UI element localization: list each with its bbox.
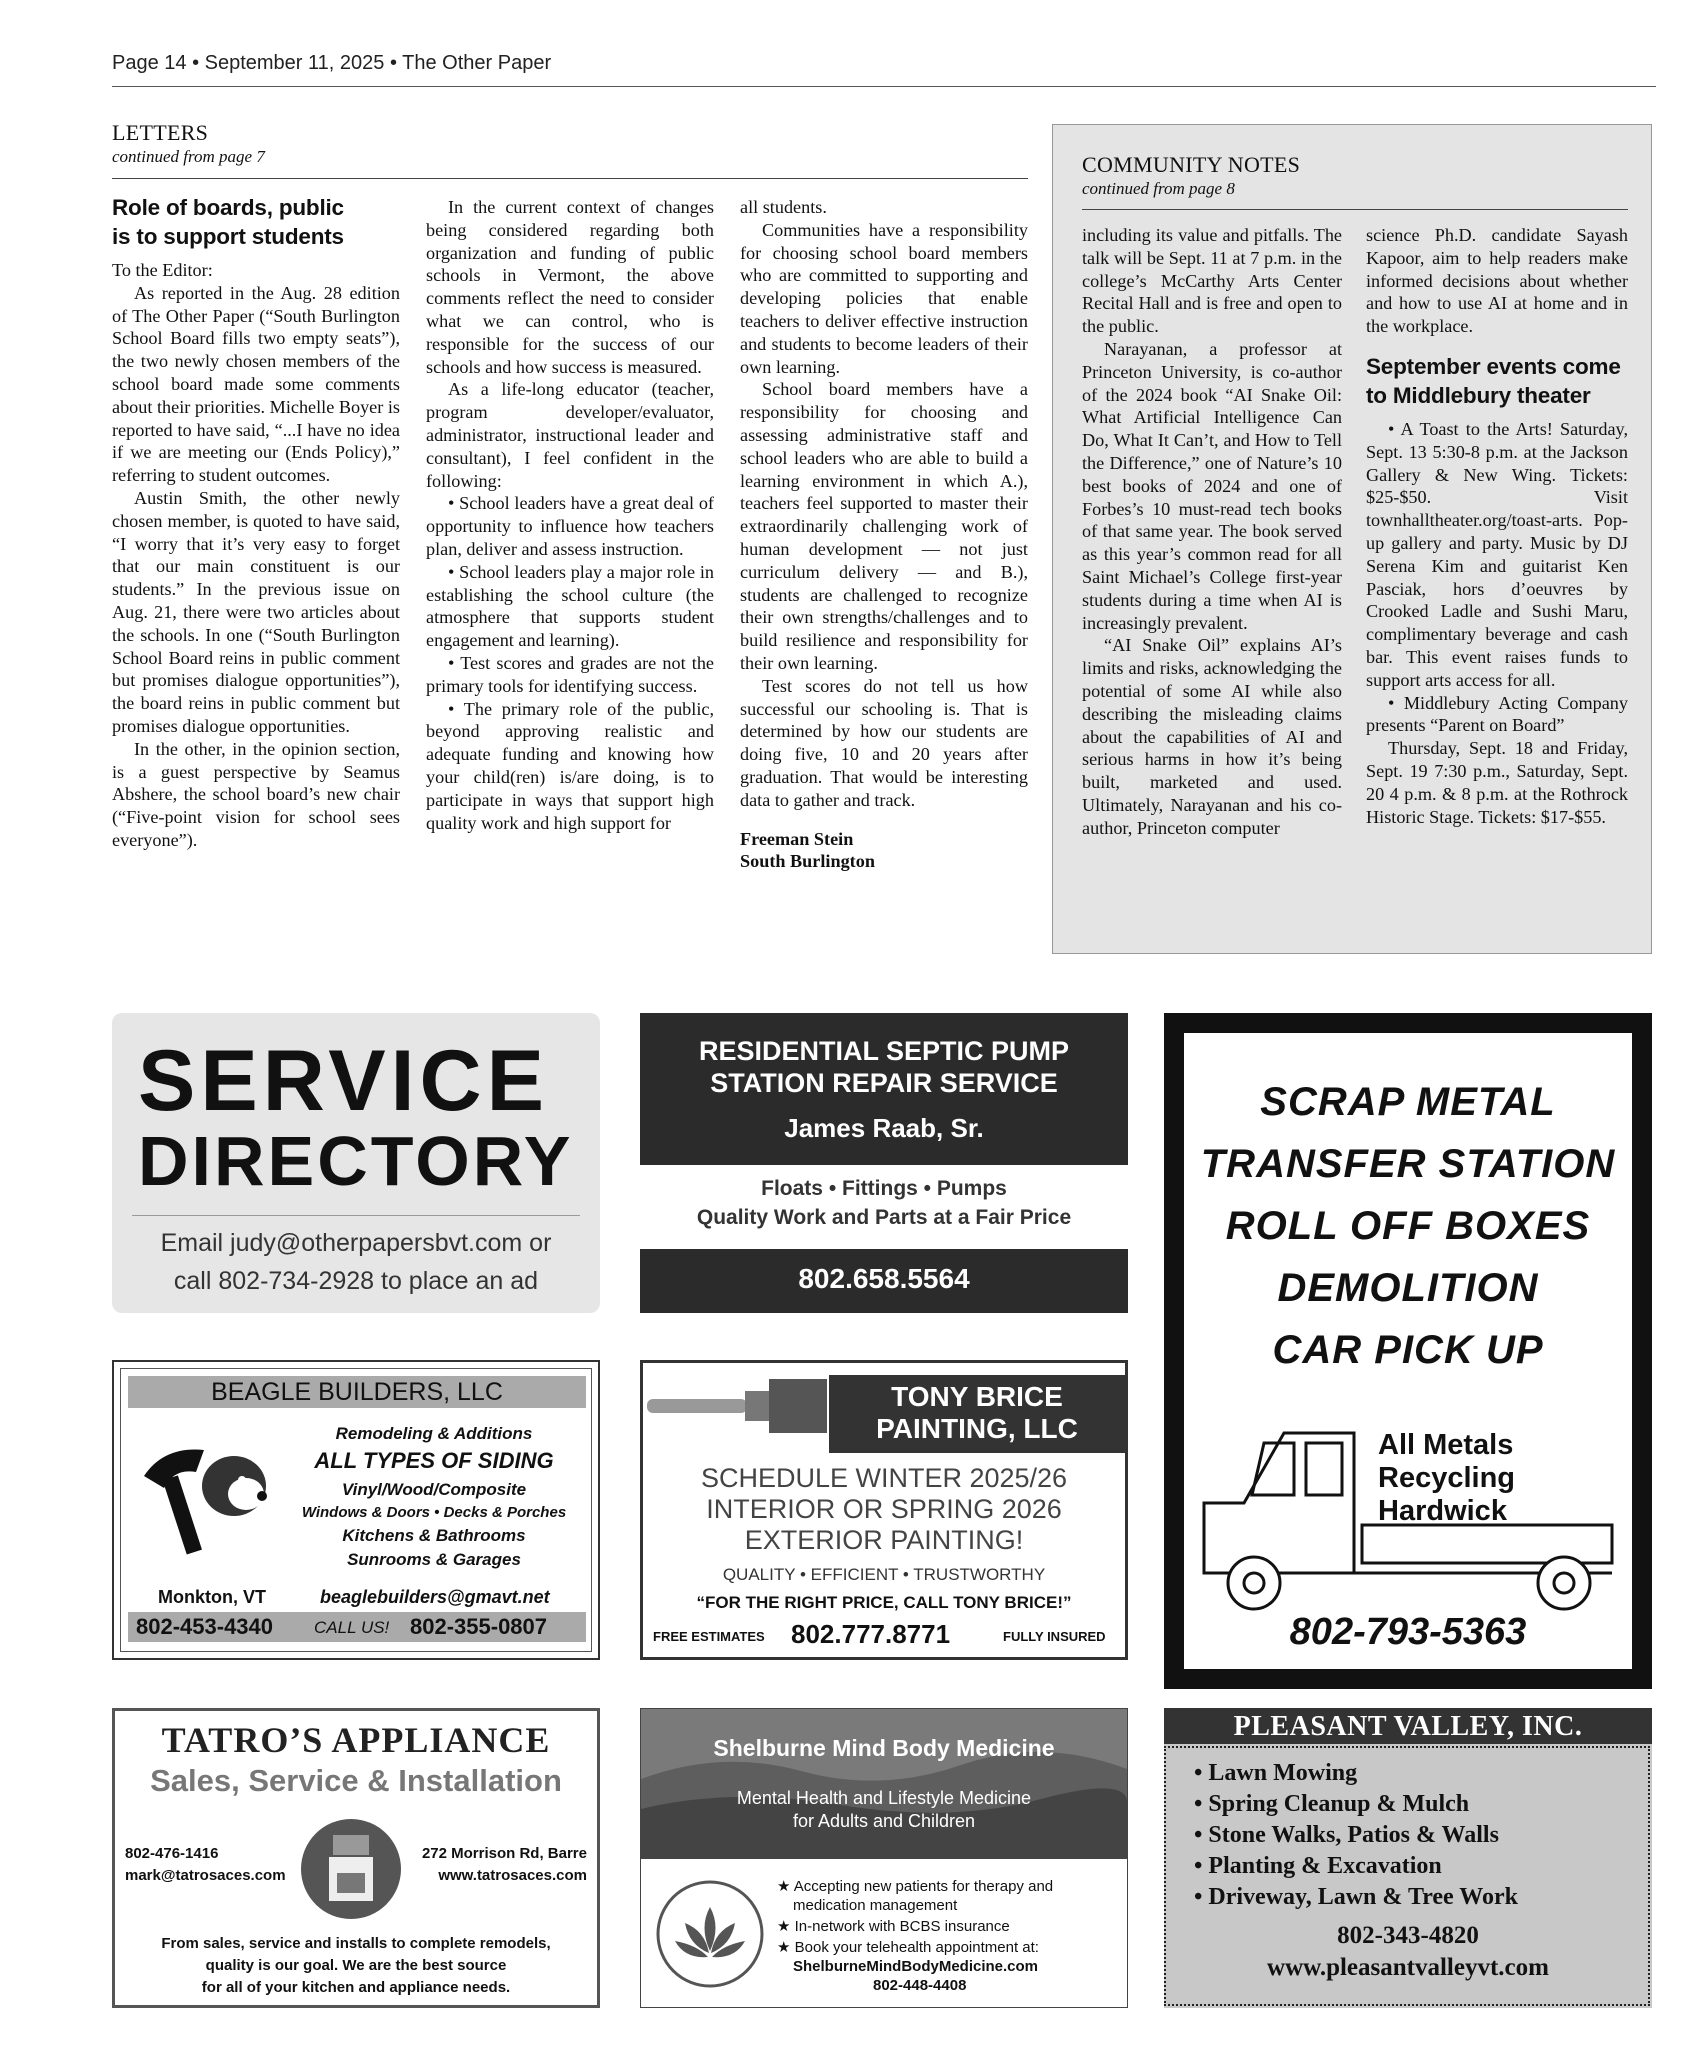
septic-title-1: RESIDENTIAL SEPTIC PUMP: [698, 1036, 1070, 1066]
pleasant-name: PLEASANT VALLEY, INC.: [1233, 1711, 1583, 1742]
pleasant-phone: 802-343-4820: [1337, 1922, 1479, 1949]
letter-paragraph: Communities have a responsibility for choosing school board members who are committed to supporting and developing policies that enable teachers to deliver effective instruction and students to become leaders of their own learning.: [740, 219, 1028, 377]
beagle-line-5: Kitchens & Bathrooms: [342, 1526, 526, 1545]
tatro-blurb: [115, 1933, 597, 1999]
pleasant-service: • Stone Walks, Patios & Walls: [1194, 1822, 1499, 1848]
letter-paragraph: • School leaders play a major role in establishing the school culture (the atmosphere that supports student engagement and learning).: [426, 561, 714, 651]
service-directory-contact-2: call 802-734-2928 to place an ad: [173, 1267, 539, 1295]
shelburne-bullets: [777, 1877, 1117, 1995]
scrap-line: DEMOLITION: [1277, 1266, 1539, 1310]
service-directory-contact-1: Email judy@otherpapersbvt.com or: [160, 1229, 552, 1257]
page-header: Page 14 • September 11, 2025 • The Other Paper: [112, 52, 552, 74]
beagle-line-6: Sunrooms & Garages: [347, 1550, 521, 1569]
signature-name: Freeman Stein: [740, 828, 854, 849]
beagle-line-1: Remodeling & Additions: [335, 1424, 533, 1443]
letters-section-title: LETTERS: [112, 120, 209, 145]
shelburne-ad: [640, 1708, 1128, 2008]
notes-paragraph: “AI Snake Oil” explains AI’s limits and risks, acknowledging the potential of some AI while also describing the misleading claims about the capabilities of AI and serious harms in how it’s being built, marketed and used. Ultimately, Narayanan and his co-author, Princeton computer: [1082, 635, 1342, 838]
shelburne-bullet-2: ★ In-network with BCBS insurance: [777, 1918, 1010, 1935]
septic-items: Floats • Fittings • Pumps: [761, 1177, 1007, 1200]
tatro-email: mark@tatrosaces.com: [125, 1867, 286, 1884]
beagle-call: CALL US!: [314, 1618, 390, 1637]
notes-paragraph: Narayanan, a professor at Princeton University, is co-author of the 2024 book “AI Snake Oil: What Artificial Intelligence Can Do, What It Can’t, and How to Tell the Difference,” one of Nature’s 10 best books of 2024 and one of Forbes’s 10 must-read tech books of that same year. The book served as this year’s common read for all Saint Michael’s College first-year students during a time when AI is increasingly prevalent.: [1082, 338, 1342, 633]
tatro-name: TATRO’S APPLIANCE: [161, 1720, 551, 1760]
shelburne-name: Shelburne Mind Body Medicine: [713, 1735, 1055, 1761]
beagle-phone-1: 802-453-4340: [136, 1614, 274, 1639]
tatro-blurb-line: From sales, service and installs to complete remodels,: [161, 1935, 551, 1952]
scrap-truck-line: Recycling: [1378, 1462, 1515, 1494]
tony-quote: “FOR THE RIGHT PRICE, CALL TONY BRICE!”: [696, 1593, 1072, 1612]
scrap-line: SCRAP METAL: [1260, 1080, 1556, 1124]
septic-tagline: Quality Work and Parts at a Fair Price: [696, 1206, 1072, 1229]
letter-paragraph: • School leaders have a great deal of opportunity to influence how teachers plan, deliver and assess instruction.: [426, 493, 714, 559]
pleasant-service: • Planting & Excavation: [1194, 1853, 1442, 1879]
letter-paragraph: • Test scores and grades are not the primary tools for identifying success.: [426, 652, 714, 696]
letter-paragraph: In the current context of changes being considered regarding both organization and funding of public schools in Vermont, the above comments reflect the need to consider what we can control, who is responsible for the success of our schools and how success is measured.: [426, 197, 714, 377]
shelburne-web: ShelburneMindBodyMedicine.com: [793, 1958, 1039, 1975]
tatro-blurb-line: for all of your kitchen and appliance needs.: [201, 1979, 511, 1996]
tony-phone: 802.777.8771: [791, 1619, 951, 1649]
scrap-truck-line: Hardwick: [1378, 1495, 1507, 1527]
scrap-metal-ad: [1164, 1013, 1652, 1689]
shelburne-bullet-1: ★ Accepting new patients for therapy and: [777, 1878, 1054, 1895]
tatro-contact-right: [411, 1843, 587, 1887]
event-item: • Middlebury Acting Company presents “Parent on Board”: [1366, 692, 1628, 736]
pleasant-service: • Lawn Mowing: [1194, 1760, 1358, 1786]
letter-paragraph: • The primary role of the public, beyond approving realistic and adequate funding and knowing how your child(ren) is/are doing, is to participate in ways that support high quality work and high support for: [426, 698, 714, 833]
tatros-appliance-ad: [112, 1708, 600, 2008]
tony-fully-insured: FULLY INSURED: [1003, 1629, 1106, 1644]
tony-name-2: PAINTING, LLC: [876, 1413, 1078, 1444]
tatro-tagline: Sales, Service & Installation: [150, 1763, 562, 1798]
tony-schedule-line: SCHEDULE WINTER 2025/26: [700, 1463, 1068, 1493]
beagle-builders-ad: [112, 1360, 600, 1660]
scrap-line: CAR PICK UP: [1272, 1328, 1544, 1372]
beagle-line-4: Windows & Doors • Decks & Porches: [301, 1504, 567, 1521]
letter-headline: Role of boards, public is to support students: [112, 195, 344, 249]
septic-phone: 802.658.5564: [798, 1263, 970, 1294]
pleasant-service: • Driveway, Lawn & Tree Work: [1194, 1884, 1518, 1910]
service-directory-ad: [112, 1013, 600, 1313]
letter-paragraph: Austin Smith, the other newly chosen member, is quoted to have said, “I worry that it’s very easy to forget that our main constituent is our students.” In the previous issue on Aug. 21, there were two articles about the schools. In one (“South Burlington School Board reins in public comment but promises dialogue opportunities”), the board reins in public comment but promises dialogue opportunities.: [112, 487, 400, 736]
scrap-truck-text: [1378, 1429, 1515, 1528]
septic-ad: [640, 1013, 1128, 1313]
tony-brice-ad: [640, 1360, 1128, 1660]
scrap-services: [1184, 1071, 1632, 1381]
notes-continued: continued from page 8: [1082, 179, 1235, 198]
service-directory-title-2: DIRECTORY: [138, 1122, 574, 1200]
shelburne-phone: 802-448-4408: [873, 1977, 967, 1994]
shelburne-sub-line: Mental Health and Lifestyle Medicine: [736, 1788, 1032, 1808]
pleasant-web: www.pleasantvalleyvt.com: [1267, 1954, 1549, 1981]
shelburne-bullet-3: ★ Book your telehealth appointment at:: [777, 1939, 1039, 1956]
notes-column-2: [1366, 224, 1628, 828]
letter-paragraph: all students.: [740, 197, 827, 217]
tony-schedule: [643, 1463, 1125, 1556]
letter-paragraph: As reported in the Aug. 28 edition of The Other Paper (“South Burlington School Board fills two empty seats”), the two newly chosen members of the school board made some comments about their priorities. Michelle Boyer is reported to have said, “...I have no idea if we are meeting our (Ends Policy),” referring to student outcomes.: [112, 282, 400, 486]
notes-paragraph: science Ph.D. candidate Sayash Kapoor, aim to help readers make informed decisions about whether and how to use AI at home and in the workplace.: [1366, 225, 1628, 337]
letters-column-1: [112, 193, 400, 852]
letter-paragraph: In the other, in the opinion section, is a guest perspective by Seamus Abshere, the school board’s new chair (“Five-point vision for school sees everyone”).: [112, 738, 400, 850]
notes-rule: [1082, 209, 1628, 210]
letter-paragraph: School board members have a responsibility for choosing and assessing administrative staff and school leaders who are able to build a learning environment in which A.), teachers feel supported to master their extraordinarily challenging work of human development — not just curriculum delivery — and B.), students are challenged to recognize their own strengths/challenges and to build resilience and responsibility for their own learning.: [740, 379, 1028, 673]
tony-name-1: TONY BRICE: [891, 1381, 1063, 1412]
shelburne-sub: [641, 1787, 1127, 1833]
letters-column-3: [740, 196, 1028, 873]
beagle-line-3: Vinyl/Wood/Composite: [341, 1480, 527, 1499]
septic-name: James Raab, Sr.: [784, 1113, 984, 1143]
beagle-location: Monkton, VT: [158, 1587, 266, 1607]
pleasant-valley-ad: [1164, 1708, 1652, 2008]
notes-paragraph: including its value and pitfalls. The talk will be Sept. 11 at 7 p.m. in the college’s McCarthy Arts Center Recital Hall and is free and open to the public.: [1082, 225, 1342, 337]
beagle-email: beaglebuilders@gmavt.net: [320, 1587, 550, 1607]
tony-schedule-line: INTERIOR OR SPRING 2026: [706, 1494, 1062, 1524]
tony-values: QUALITY • EFFICIENT • TRUSTWORTHY: [722, 1565, 1046, 1584]
scrap-line: TRANSFER STATION: [1200, 1142, 1616, 1186]
letter-paragraph: As a life-long educator (teacher, program developer/evaluator, administrator, instructional leader and consultant), I feel confident in the following:: [426, 379, 714, 491]
shelburne-sub-line: for Adults and Children: [792, 1811, 976, 1831]
letters-column-2: [426, 196, 714, 834]
mountains-banner: [641, 1709, 1127, 1859]
signature-town: South Burlington: [740, 851, 875, 872]
letters-continued: continued from page 7: [112, 147, 265, 166]
paintbrush-icon: [647, 1373, 827, 1443]
service-directory-rule: [132, 1215, 580, 1216]
notes-column-1: [1082, 224, 1342, 840]
pleasant-services: [1194, 1758, 1518, 1913]
events-headline: September events come to Middlebury theater: [1366, 353, 1621, 408]
scrap-phone: 802-793-5363: [1289, 1611, 1527, 1653]
letters-rule: [112, 178, 1028, 179]
event-item: Thursday, Sept. 18 and Friday, Sept. 19 7:30 p.m., Saturday, Sept. 20 4 p.m. & 8 p.m. at the Rothrock Historic Stage. Tickets: $17-$55.: [1366, 738, 1628, 827]
tatro-address: 272 Morrison Rd, Barre: [421, 1845, 587, 1862]
tatro-contact-left: [125, 1843, 286, 1887]
notes-section-title: COMMUNITY NOTES: [1082, 152, 1301, 177]
hammer-dog-icon: [134, 1436, 274, 1556]
beagle-phone-2: 802-355-0807: [410, 1614, 548, 1639]
pleasant-service: • Spring Cleanup & Mulch: [1194, 1791, 1470, 1817]
tatro-blurb-line: quality is our goal. We are the best source: [205, 1957, 507, 1974]
septic-title-2: STATION REPAIR SERVICE: [710, 1068, 1058, 1098]
shelburne-bullet-1b: medication management: [793, 1897, 958, 1914]
oven-icon: [299, 1817, 403, 1921]
letter-paragraph: To the Editor:: [112, 260, 213, 280]
scrap-line: ROLL OFF BOXES: [1225, 1204, 1591, 1248]
letter-paragraph: Test scores do not tell us how successful our schooling is. That is determined by how our students are doing five, 10 and 20 years after graduation. That would be interesting data to gather and track.: [740, 675, 1028, 810]
beagle-line-2: ALL TYPES OF SIDING: [314, 1448, 554, 1473]
tony-schedule-line: EXTERIOR PAINTING!: [744, 1525, 1024, 1555]
lotus-icon: [655, 1879, 765, 1989]
event-item: • A Toast to the Arts! Saturday, Sept. 13 5:30-8 p.m. at the Jackson Gallery & New Wing. Tickets: $25-$50. Visit townhalltheater.org/toast-arts. Pop-up gallery and party. Music by DJ Serena Kim and guitarist Ken Pasciak, hors d’oeuvres by Crooked Ladle and Sushi Maru, complimentary beverage and cash bar. This event raises funds to support arts access for all.: [1366, 418, 1628, 690]
tatro-phone: 802-476-1416: [125, 1845, 219, 1862]
scrap-truck-line: All Metals: [1378, 1429, 1514, 1461]
service-directory-title-1: SERVICE: [138, 1033, 549, 1129]
tatro-web: www.tatrosaces.com: [438, 1867, 587, 1884]
header-rule: [112, 86, 1656, 87]
beagle-name: BEAGLE BUILDERS, LLC: [128, 1376, 586, 1408]
tony-free-estimates: FREE ESTIMATES: [653, 1629, 765, 1644]
